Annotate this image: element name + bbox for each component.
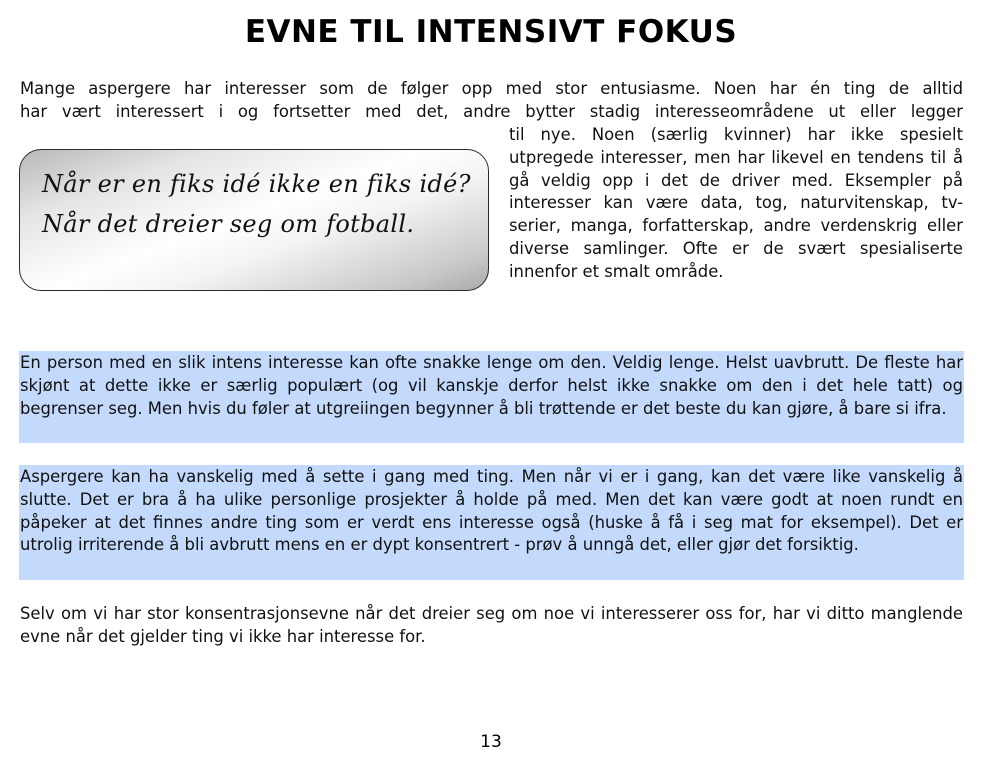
page-number: 13 bbox=[480, 732, 502, 752]
paragraph-selected-2[interactable]: Aspergere kan ha vanskelig med å sette i gang med ting. Men når vi er i gang, kan det være like vanskelig å slutte. Det er bra å ha ulike personlige prosjekter å holde på med. Men det kan være godt at noen rundt en påpeker at det finnes andre ting som er verdt ens interesse også (huske å få i seg mat for eksempel). Det er utrolig irriterende å bli avbrutt mens en er dypt konsentrert - prøv å unngå det, eller gjør det forsiktig. bbox=[20, 467, 963, 555]
quote-box bbox=[19, 149, 489, 291]
intro-line-1: Mange aspergere har interesser som de følger opp med stor entusiasme. Noen har én ting de alltid bbox=[20, 79, 963, 98]
page-title: EVNE TIL INTENSIVT FOKUS bbox=[244, 14, 738, 50]
intro-paragraph bbox=[20, 78, 963, 124]
closing-paragraph: Selv om vi har stor konsentrasjonsevne når det dreier seg om noe vi interesserer oss for, har vi ditto manglende evne når det gjelder ting vi ikke har interesse for. bbox=[20, 604, 963, 646]
intro-right-column: til nye. Noen (særlig kvinner) har ikke spesielt utpregede interesser, men har likevel en tendens til å gå veldig opp i det de driver med. Eksempler på interesser kan være data, tog, naturvitenskap, tv-serier, manga, forfatterskap, andre verdenskrig eller diverse samlinger. Ofte er de svært spesialiserte innenfor et smalt område. bbox=[509, 125, 963, 281]
paragraph-selected-1[interactable]: En person med en slik intens interesse kan ofte snakke lenge om den. Veldig lenge. Helst uavbrutt. De fleste har skjønt at dette ikke er særlig populært (og vil kanskje derfor helst ikke snakke om den i det hele tatt) og begrenser seg. Men hvis du føler at utgreiingen begynner å bli trøttende er det beste du kan gjøre, å bare si ifra. bbox=[20, 353, 963, 418]
intro-line-2: har vært interessert i og fortsetter med det, andre bytter stadig interesseområdene ut eller legger bbox=[20, 101, 963, 121]
quote-text: Når er en fiks idé ikke en fiks idé? Når det dreier seg om fotball. bbox=[42, 170, 471, 238]
